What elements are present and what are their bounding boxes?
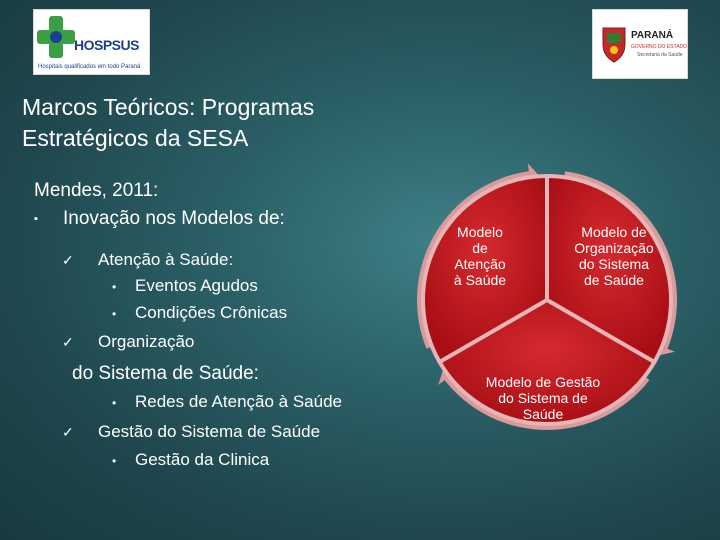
parana-subtitle-government: GOVERNO DO ESTADO xyxy=(631,44,688,50)
hospsus-wordmark: HOSPSUS xyxy=(74,37,139,53)
label-line: de Saúde xyxy=(584,272,644,288)
segment-label-management xyxy=(468,374,618,422)
attention-health-bullet: Atenção à Saúde: xyxy=(98,250,234,269)
label-line: de xyxy=(472,240,488,256)
label-line: do Sistema de xyxy=(498,390,588,406)
label-line: Saúde xyxy=(522,406,564,422)
parana-wordmark: PARANÁ xyxy=(631,30,674,41)
dot-bullet-icon: • xyxy=(112,396,117,410)
clinical-management-bullet: Gestão da Clinica xyxy=(135,450,270,469)
dot-bullet-icon: • xyxy=(112,307,117,321)
label-line: do Sistema xyxy=(578,256,650,272)
chronic-conditions-bullet: Condições Crônicas xyxy=(135,303,288,322)
hospsus-tagline: Hospitais qualificados em todo Paraná xyxy=(38,64,141,70)
dot-bullet-icon: • xyxy=(112,280,117,294)
intro-text: Mendes, 2011: xyxy=(34,180,159,201)
label-line: Organização xyxy=(574,240,654,256)
segment-label-organization xyxy=(554,224,674,288)
parana-subtitle-secretariat: Secretaria da Saúde xyxy=(637,52,683,58)
label-line: Atenção xyxy=(454,256,506,272)
square-bullet-icon: ▪ xyxy=(34,213,38,225)
label-line: Modelo xyxy=(457,224,503,240)
label-line: Modelo de xyxy=(581,224,647,240)
organization-continuation: do Sistema de Saúde: xyxy=(72,363,259,384)
system-management-bullet: Gestão do Sistema de Saúde xyxy=(98,422,321,441)
dot-bullet-icon: • xyxy=(112,454,117,468)
care-networks-bullet: Redes de Atenção à Saúde xyxy=(135,392,342,411)
models-bullet: Inovação nos Modelos de: xyxy=(63,208,285,229)
label-line: Modelo de Gestão xyxy=(485,374,601,390)
check-bullet-icon: ✓ xyxy=(62,334,74,350)
check-bullet-icon: ✓ xyxy=(62,424,74,440)
check-bullet-icon: ✓ xyxy=(62,252,74,268)
segment-label-attention xyxy=(420,224,540,288)
acute-events-bullet: Eventos Agudos xyxy=(135,276,258,295)
slide-title-line-1: Marcos Teóricos: Programas xyxy=(22,94,315,120)
label-line: à Saúde xyxy=(453,272,507,288)
organization-bullet: Organização xyxy=(98,332,195,351)
slide-title-line-2: Estratégicos da SESA xyxy=(22,125,249,151)
